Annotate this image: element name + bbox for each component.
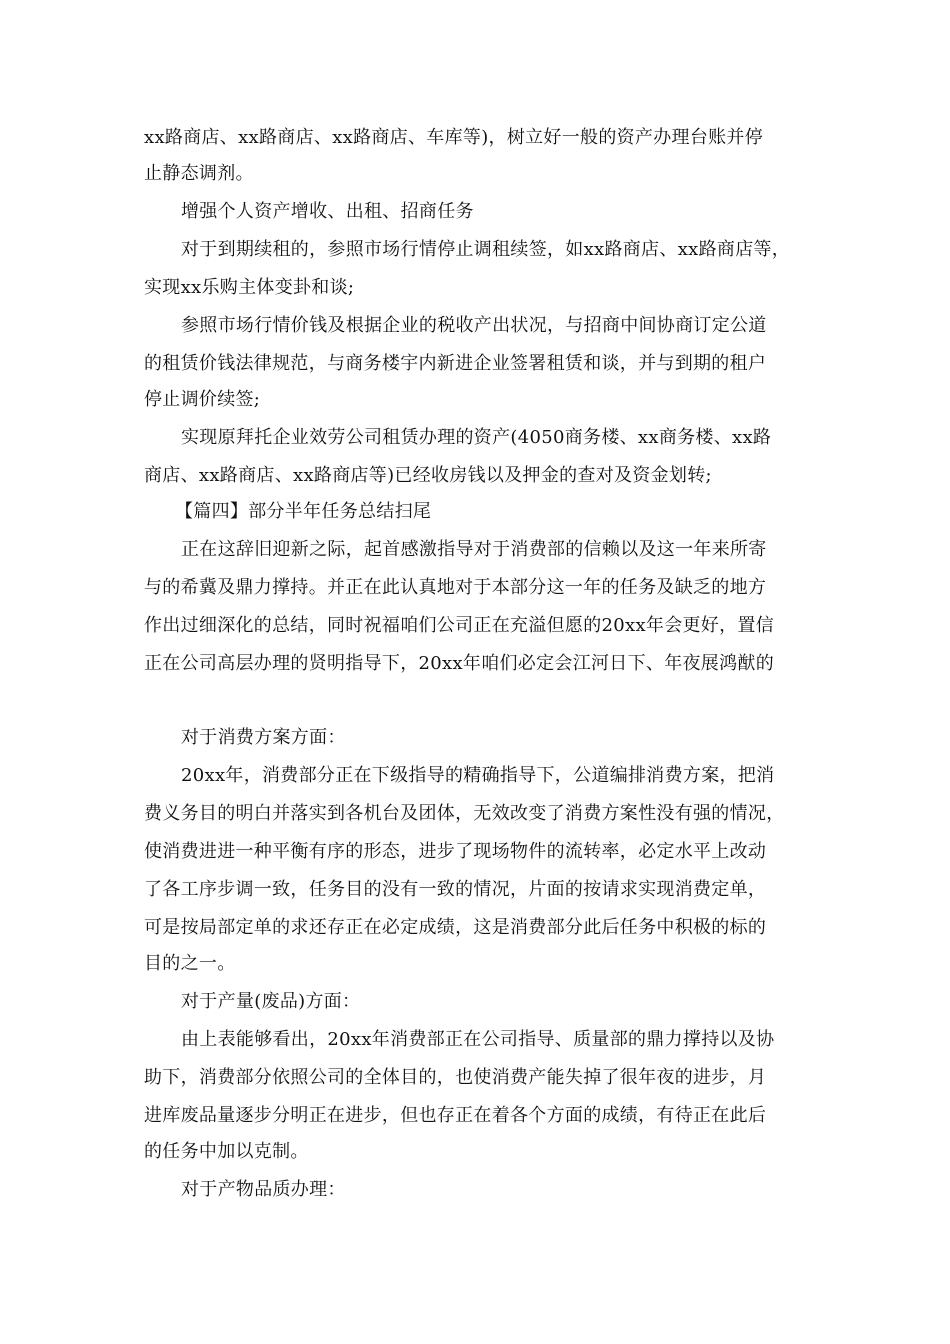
text-line: 参照市场行情价钱及根据企业的税收产出状况，与招商中间协商订定公道: [181, 315, 767, 336]
text-line: 由上表能够看出，20xx年消费部正在公司指导、质量部的鼎力撑持以及协: [181, 1029, 775, 1050]
section-heading: 【篇四】部分半年任务总结扫尾: [175, 501, 432, 522]
text-line: 20xx年，消费部分正在下级指导的精确指导下，公道编排消费方案，把消: [181, 765, 775, 786]
text-line: 了各工序步调一致，任务目的没有一致的情况，片面的按请求实现消费定单，: [144, 879, 767, 900]
text-line: 增强个人资产增收、出租、招商任务: [181, 201, 474, 222]
text-line: 停止调价续签;: [144, 389, 261, 410]
text-line: 正在公司高层办理的贤明指导下，20xx年咱们必定会江河日下、年夜展鸿猷的: [144, 653, 775, 674]
text-line: 对于产量(废品)方面：: [181, 991, 361, 1012]
text-line: 助下，消费部分依照公司的全体目的，也使消费产能失掉了很年夜的进步，月: [144, 1067, 767, 1088]
text-line: 对于到期续租的，参照市场行情停止调租续签，如xx路商店、xx路商店等，: [181, 239, 791, 260]
text-line: 费义务目的明白并落实到各机台及团体，无效改变了消费方案性没有强的情况，: [144, 803, 785, 824]
text-line: 使消费进进一种平衡有序的形态，进步了现场物件的流转率，必定水平上改动: [144, 841, 767, 862]
text-line: 实现xx乐购主体变卦和谈;: [144, 277, 355, 298]
text-line: 实现原拜托企业效劳公司租赁办理的资产(4050商务楼、xx商务楼、xx路: [181, 427, 772, 448]
text-line: 对于产物品质办理：: [181, 1179, 346, 1200]
text-line: 目的之一。: [144, 953, 236, 974]
text-line: 的租赁价钱法律规范，与商务楼宇内新进企业签署租赁和谈，并与到期的租户: [144, 353, 767, 374]
text-line: 止静态调剂。: [144, 163, 254, 184]
text-line: xx路商店、xx路商店、xx路商店、车库等)，树立好一般的资产办理台账并停: [144, 127, 764, 148]
text-line: 商店、xx路商店、xx路商店等)已经收房钱以及押金的查对及资金划转;: [144, 465, 712, 486]
text-line: 对于消费方案方面：: [181, 727, 346, 748]
text-line: 与的希冀及鼎力撑持。并正在此认真地对于本部分这一年的任务及缺乏的地方: [144, 577, 767, 598]
text-line: 作出过细深化的总结，同时祝福咱们公司正在充溢但愿的20xx年会更好，置信: [144, 615, 775, 636]
text-line: 可是按局部定单的求还存正在必定成绩，这是消费部分此后任务中积极的标的: [144, 917, 767, 938]
text-line: 进库废品量逐步分明正在进步，但也存正在着各个方面的成绩，有待正在此后: [144, 1105, 767, 1126]
text-line: 正在这辞旧迎新之际，起首感激指导对于消费部的信赖以及这一年来所寄: [181, 539, 767, 560]
text-line: 的任务中加以克制。: [144, 1141, 309, 1162]
